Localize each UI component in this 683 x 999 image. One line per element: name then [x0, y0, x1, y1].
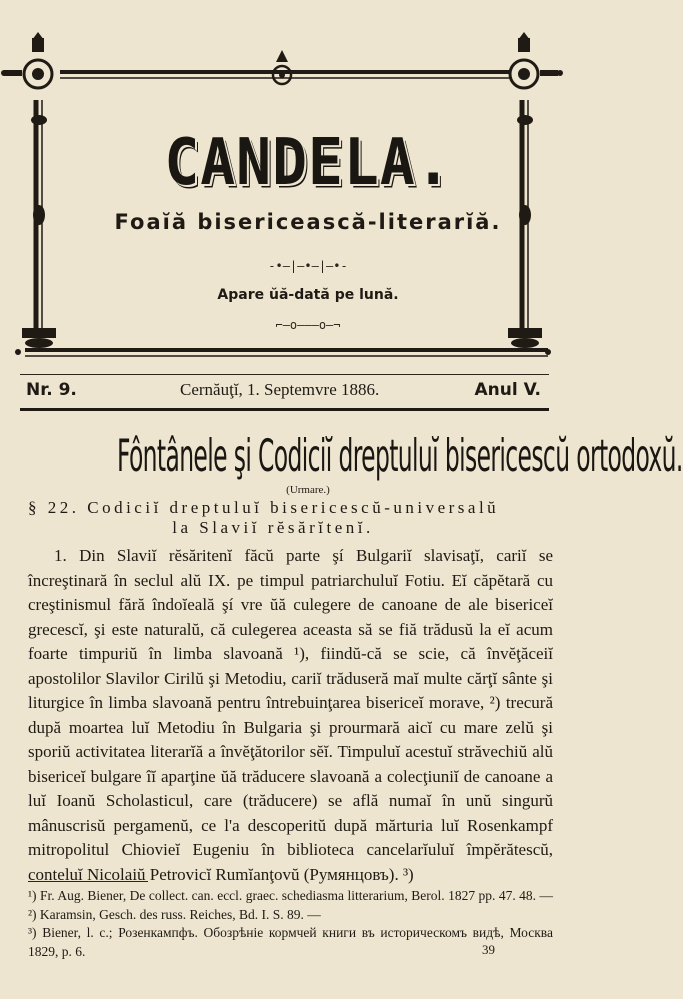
section-heading-line: § 22. Codiciĭ dreptuluĭ bisericescŭ-universalŭ: [28, 498, 500, 517]
page-number: 39: [482, 942, 495, 957]
section-heading-line: la Slaviĭ rĕsărĭtenĭ.: [172, 518, 374, 537]
divider: [20, 408, 549, 411]
issue-number: Nr. 9.: [26, 380, 77, 400]
footnotes: [28, 887, 553, 961]
decorative-divider: -•—|—•—|—•-: [268, 259, 348, 273]
decorative-divider: ⌐—o———o—¬: [275, 318, 341, 332]
section-heading: [28, 498, 558, 538]
footnote: ³) Biener, l. c.; Розенкампфъ. Обозрѣніе кормчей книги въ историческомъ видѣ, Москва 1829, р. 6.: [28, 925, 553, 959]
masthead-subtitle: Foaĭă bisericească-literarĭă.: [114, 210, 502, 234]
issue-year: Anul V.: [474, 380, 541, 400]
masthead-title: CANDELA.: [164, 124, 452, 200]
issue-bar: [20, 378, 549, 408]
issue-date: Cernăuţĭ, 1. Septemvre 1886.: [180, 380, 380, 399]
article-body: [28, 544, 553, 887]
footnote-divider: [28, 881, 148, 882]
divider: [20, 374, 549, 375]
footnote: ¹) Fr. Aug. Biener, De collect. can. eccl. graec. schediasma litterarium, Berol. 1827 pp. 47. 48. — ²) Karamsin, Gesch. des russ. Reiches, Bd. I. S. 89. —: [28, 888, 553, 922]
continued-note: (Urmare.): [286, 484, 330, 496]
masthead-frequency: Apare ŭă-dată pe lună.: [217, 287, 399, 303]
article-title: Fôntânele şi Codiciĭ dreptuluĭ bisericescŭ ortodoxŭ.: [117, 430, 683, 482]
article-paragraph: 1. Din Slaviĭ rĕsăritenĭ făcŭ parte şí Bulgariĭ slavisaţĭ, cariĭ se încreştinară în seclul alŭ IX. pe timpul patriarchuluĭ Fotiu. Eĭ căpĕtară cu creştinismul fără îndoĭeală şí vre ŭă culegere de canoane de ale bisericeĭ grecescĭ, şi este naturalŭ, că culegerea aceasta să se fiă trădusŭ la eĭ acum foarte timpuriŭ în limba slavoană ¹), fiindŭ-că se scie, că învĕţăceiĭ apostolilor Slavilor Cirilŭ şi Metodiu, cariĭ trăduseră maĭ multe cărţĭ sânte şi liturgice în limba slavoană pentru întrebuinţarea bisericeĭ morave, ²) trecură după moartea luĭ Metodiu în Bulgaria şi prourmară aicĭ cu mare zelŭ şi sporiŭ activitatea literarĭă a învĕţătorilor sĕĭ. Timpuluĭ acestuĭ străvechiŭ alŭ bisericeĭ bulgare îĭ aparţine ŭă trăducere slavoană a colecţiuniĭ de canoane a luĭ Ioanŭ Scholasticul, care (trăducere) se află numaĭ în unŭ singurŭ mânuscrisŭ pergamenŭ, ce l'a descoperitŭ după mărturia luĭ Rosenkampf mitropolitul Chioviеĭ Eugeniu în biblioteca cancelarĭuluĭ împĕrătescŭ, conteluĭ Nicolaiŭ Petrovicĭ Rumĭanţovŭ (Румянцовъ). ³): [28, 546, 553, 884]
